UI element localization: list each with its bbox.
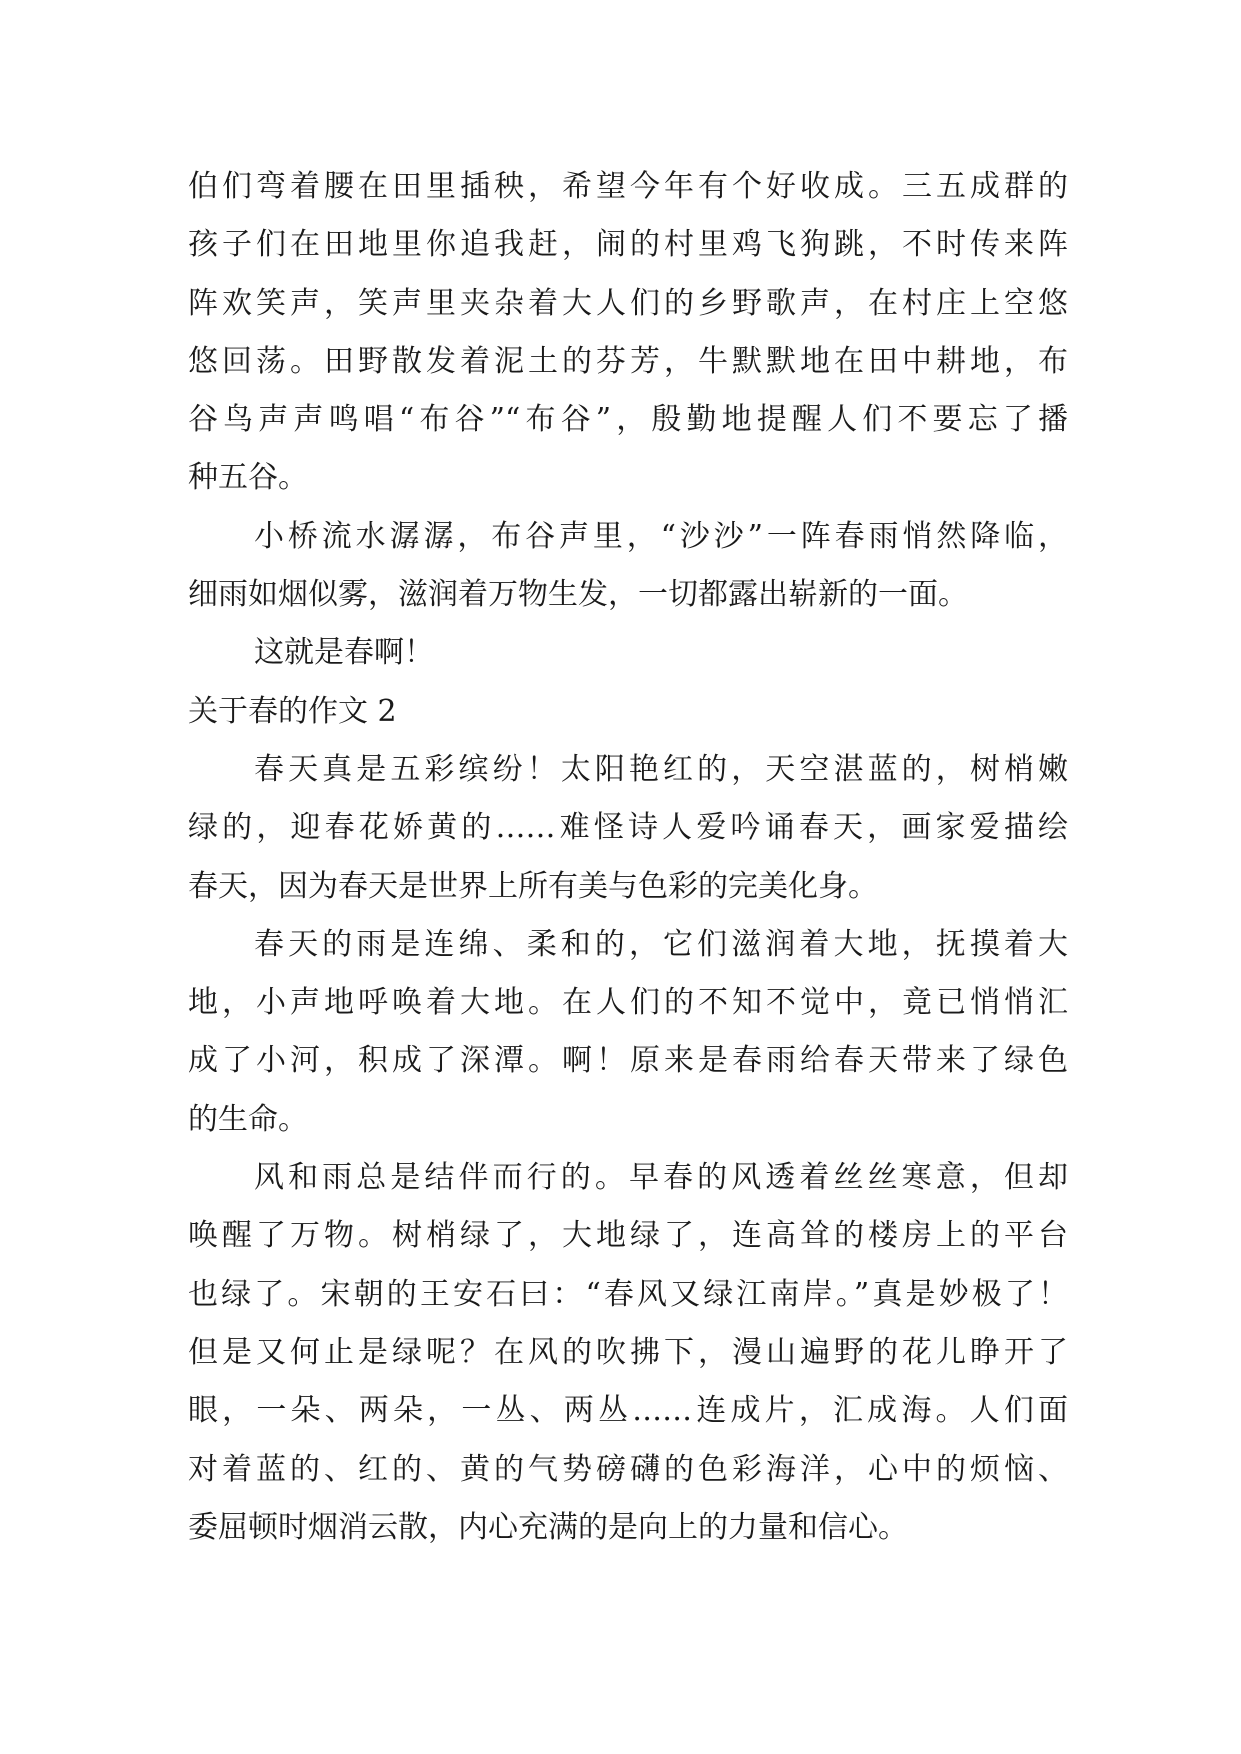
text-line: 孩子们在田地里你追我赶，闹的村里鸡飞狗跳，不时传来阵 — [188, 227, 1068, 263]
text-line: 悠回荡。田野散发着泥土的芬芳，牛默默地在田中耕地，布 — [188, 343, 1068, 379]
text-line: 委屈顿时烟消云散，内心充满的是向上的力量和信心。 — [188, 1509, 908, 1545]
text-line: 伯们弯着腰在田里插秧，希望今年有个好收成。三五成群的 — [188, 169, 1068, 204]
text-line: 但是又何止是绿呢？在风的吹拂下，漫山遍野的花儿睁开了 — [188, 1334, 1068, 1370]
text-line: 小桥流水潺潺，布谷声里，“沙沙”一阵春雨悄然降临， — [254, 518, 1068, 554]
document-body — [188, 158, 1068, 1557]
text-line: 春天真是五彩缤纷！太阳艳红的，天空湛蓝的，树梢嫩 — [254, 751, 1068, 787]
text-line: 也绿了。宋朝的王安石曰：“春风又绿江南岸。”真是妙极了！ — [188, 1276, 1068, 1312]
text-line: 谷鸟声声鸣唱“布谷”“布谷”，殷勤地提醒人们不要忘了播 — [188, 402, 1068, 438]
text-line: 阵欢笑声，笑声里夹杂着大人们的乡野歌声，在村庄上空悠 — [188, 285, 1068, 321]
section-heading: 关于春的作文 2 — [188, 693, 397, 729]
text-line: 地，小声地呼唤着大地。在人们的不知不觉中，竟已悄悄汇 — [188, 985, 1068, 1021]
text-line: 眼，一朵、两朵，一丛、两丛……连成片，汇成海。人们面 — [188, 1393, 1068, 1429]
text-line: 绿的，迎春花娇黄的……难怪诗人爱吟诵春天，画家爱描绘 — [188, 810, 1068, 846]
text-line: 春天的雨是连绵、柔和的，它们滋润着大地，抚摸着大 — [254, 926, 1068, 962]
text-line: 成了小河，积成了深潭。啊！原来是春雨给春天带来了绿色 — [188, 1043, 1068, 1079]
text-line: 唤醒了万物。树梢绿了，大地绿了，连高耸的楼房上的平台 — [188, 1218, 1068, 1254]
text-line: 春天，因为春天是世界上所有美与色彩的完美化身。 — [188, 868, 878, 904]
text-line: 种五谷。 — [188, 460, 308, 496]
text-line: 对着蓝的、红的、黄的气势磅礴的色彩海洋，心中的烦恼、 — [188, 1451, 1068, 1487]
text-line: 的生命。 — [188, 1101, 308, 1137]
text-line: 风和雨总是结伴而行的。早春的风透着丝丝寒意，但却 — [254, 1160, 1068, 1196]
text-line: 这就是春啊！ — [254, 635, 434, 671]
text-line: 细雨如烟似雾，滋润着万物生发，一切都露出崭新的一面。 — [188, 577, 968, 613]
